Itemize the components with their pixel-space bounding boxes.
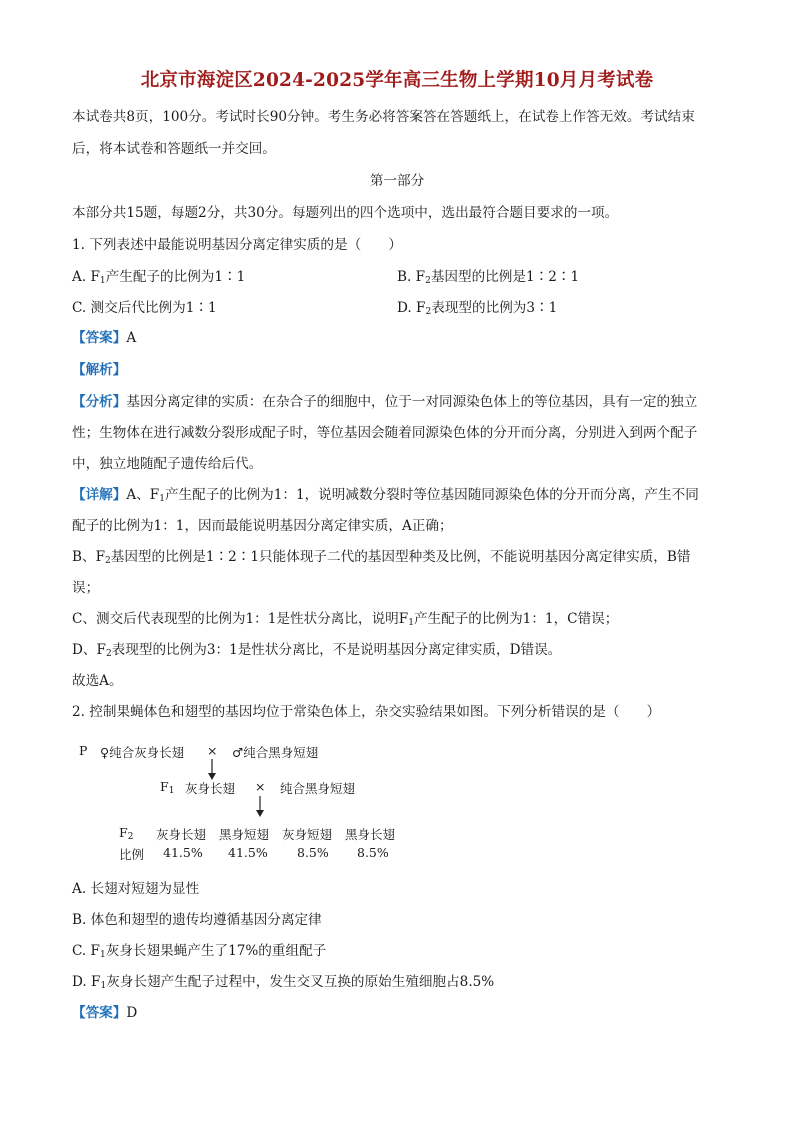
q2-option-a: A. 长翅对短翅为显性 [72, 881, 200, 897]
q1-xiangjie-line-5: C、测交后代表现型的比例为1：1是性状分离比，说明$F_1$产生配子的比例为1：1，C错误； [72, 611, 619, 628]
diagram-f1-phenotype: 灰身长翅 [185, 781, 236, 796]
arrow-down-icon [254, 796, 266, 818]
q1-xiangjie-line-2: 配子的比例为1：1，因而最能说明基因分离定律实质，A正确； [72, 518, 453, 534]
q2-option-c: C. $F_1$灰身长翅果蝇产生了17%的重组配子 [72, 943, 327, 960]
q2-answer: 【答案】D [72, 1005, 138, 1021]
q1-xiangjie-line-3: B、$F_2$基因型的比例是1∶2∶1只能体现子二代的基因型种类及比例，不能说明基因分离定律实质，B错 [72, 549, 691, 566]
diagram-f2-phenotype: 灰身短翅 [282, 827, 333, 842]
q1-option-d: D. $F_2$表现型的比例为3∶1 [397, 300, 558, 317]
q1-fenxi-line-3: 中，独立地随配子遗传给后代。 [72, 456, 263, 472]
arrow-down-icon [206, 759, 218, 781]
q1-answer: 【答案】A [72, 330, 137, 346]
intro-line-2: 后，将本试卷和答题纸一并交回。 [72, 141, 276, 157]
diagram-cross-2: × [255, 779, 266, 794]
diagram-p-label: P [79, 743, 88, 758]
q1-fenxi-line-1: 【分析】基因分离定律的实质：在杂合子的细胞中，位于一对同源染色体上的等位基因，具有一定的独立 [72, 394, 698, 410]
q1-fenxi-line-2: 性；生物体在进行减数分裂形成配子时，等位基因会随着同源染色体的分开而分离，分别进入到两个配子 [72, 425, 698, 441]
diagram-f2-label: $F_2$ [119, 825, 134, 842]
page-title: 北京市海淀区2024-2025学年高三生物上学期10月月考试卷 [140, 70, 654, 91]
q1-xiangjie-line-6: D、$F_2$表现型的比例为3：1是性状分离比，不是说明基因分离定律实质，D错误。 [72, 642, 562, 659]
diagram-f2-phenotype: 黑身短翅 [219, 827, 270, 842]
diagram-ratio-value: 8.5% [297, 845, 329, 860]
diagram-cross-1: × [207, 743, 218, 758]
part-description: 本部分共15题，每题2分，共30分。每题列出的四个选项中，选出最符合题目要求的一项。 [72, 205, 619, 221]
q1-option-a: A. $F_1$产生配子的比例为1∶1 [72, 269, 246, 286]
q2-stem: 2. 控制果蝇体色和翅型的基因均位于常染色体上，杂交实验结果如图。下列分析错误的是（ ） [72, 704, 661, 720]
q1-stem: 1. 下列表述中最能说明基因分离定律实质的是（ ） [72, 237, 402, 253]
diagram-ratio-value: 41.5% [228, 845, 268, 860]
q1-option-c: C. 测交后代比例为1∶1 [72, 300, 217, 316]
diagram-f1-mate: 纯合黑身短翅 [280, 781, 356, 796]
diagram-p-male: ♂纯合黑身短翅 [232, 745, 319, 760]
diagram-p-female: ♀纯合灰身长翅 [100, 745, 185, 760]
diagram-f1-label: $F_1$ [160, 779, 175, 796]
q1-analysis-heading: 【解析】 [72, 362, 127, 378]
diagram-f2-phenotype: 灰身长翅 [156, 827, 207, 842]
diagram-ratio-value: 8.5% [357, 845, 389, 860]
q1-option-b: B. $F_2$基因型的比例是1∶2∶1 [397, 269, 580, 286]
q2-option-d: D. $F_1$灰身长翅产生配子过程中，发生交叉互换的原始生殖细胞占8.5% [72, 974, 495, 991]
q1-xiangjie-line-4: 误； [72, 580, 100, 596]
q1-conclusion: 故选A。 [72, 673, 123, 689]
diagram-f2-phenotype: 黑身长翅 [345, 827, 396, 842]
q2-option-b: B. 体色和翅型的遗传均遵循基因分离定律 [72, 912, 322, 928]
diagram-ratio-value: 41.5% [163, 845, 203, 860]
part-title: 第一部分 [369, 173, 425, 189]
q1-xiangjie-line-1: 【详解】A、$F_1$产生配子的比例为1：1，说明减数分裂时等位基因随同源染色体的分开而分离，产生不同 [72, 487, 699, 504]
diagram-ratio-label: 比例 [119, 847, 145, 862]
intro-line-1: 本试卷共8页，100分。考试时长90分钟。考生务必将答案答在答题纸上，在试卷上作答无效。考试结束 [72, 109, 695, 125]
